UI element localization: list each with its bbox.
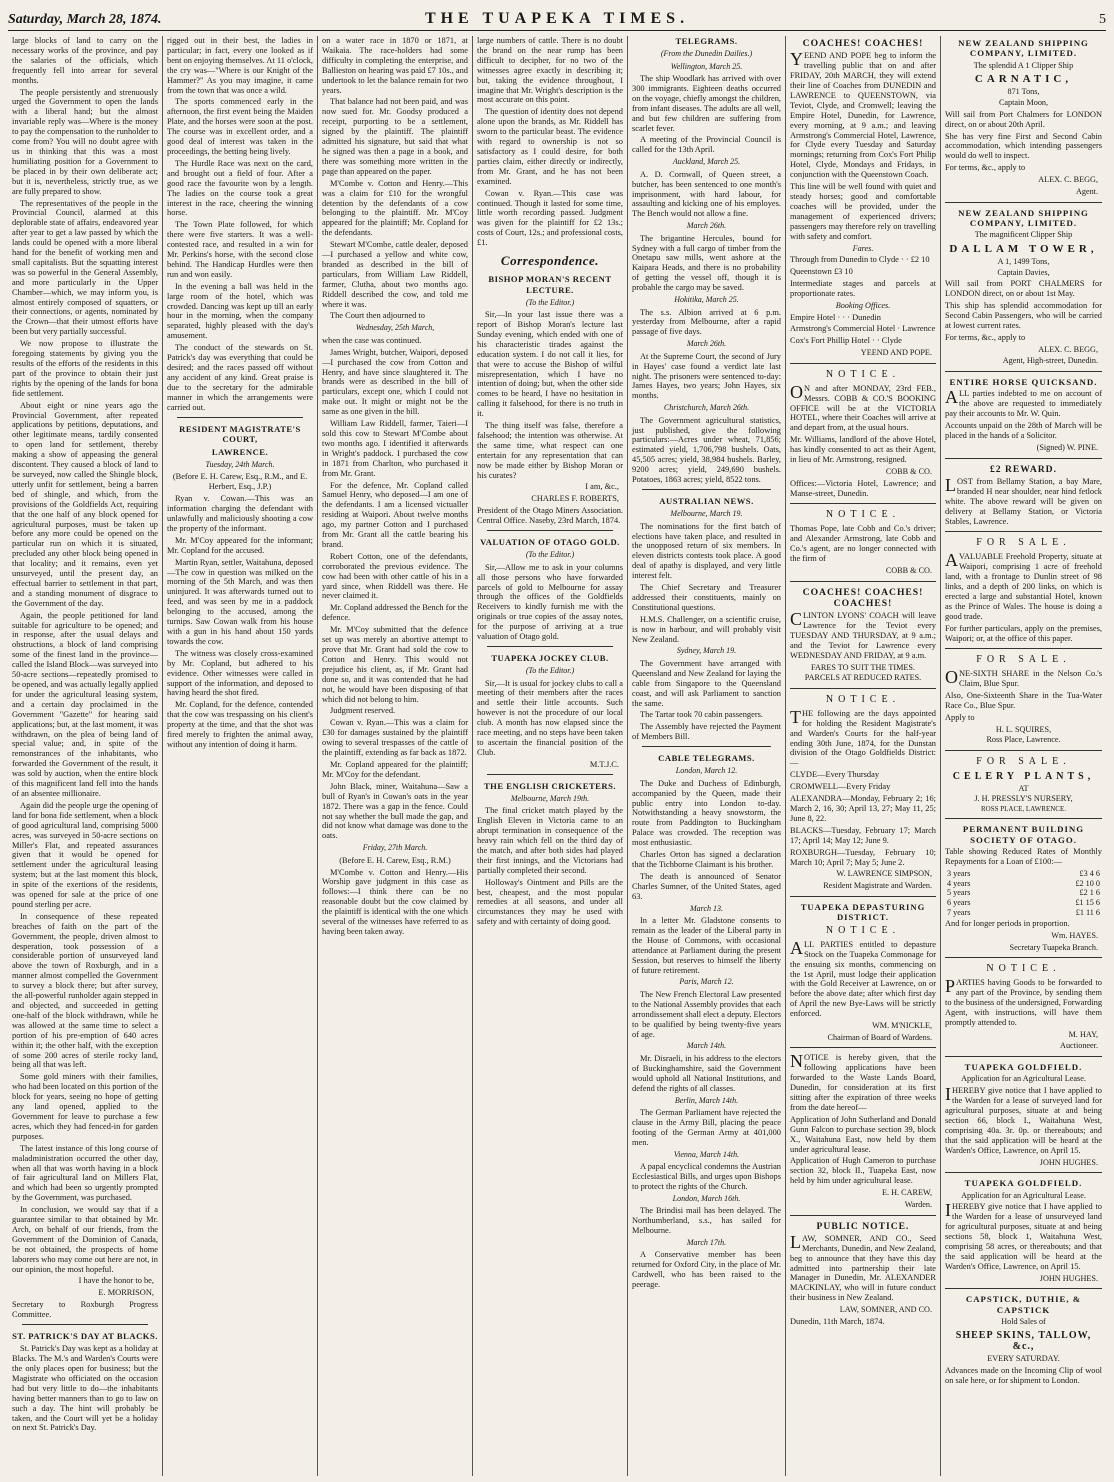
divider [945,648,1102,649]
dateline: Wellington, March 25. [670,61,743,71]
paragraph: The brigantine Hercules, bound for Sydney with a full cargo of timber from the Onetapu saw mills, went ashore at the Kaipara Heads, and there is no probability of getting the vessel off, though it is probable the cargo may be saved. [632,233,781,293]
advert-signature: YEEND AND POPE. [860,348,932,358]
paragraph: A meeting of the Provincial Council is called for the 13th April. [632,135,781,155]
divider [22,1324,148,1325]
advert-body: AVALUABLE Freehold Property, situate at Waipori, comprising 1 acre of freehold land, with a frontage to Dunlin street of 98 links, and a depth of 200 links, on which is erected a large and substantial Hotel, known as the Prince of Wales. The house is doing a good trade. [945,550,1102,621]
paragraph: The sports commenced early in the afternoon, the first event being the Maiden Plate, and the horses were soon at the post. The course was in excellent order, and a good deal of interest was taken in the proceedings, the betting being lively. [167,97,313,156]
paragraph: In a letter Mr. Gladstone consents to remain as the leader of the Liberal party in the House of Commons, with occasional attendance at Parliament during the present Session, but reserves to himself the liberty of future retirement. [632,916,781,975]
paragraph: The Government have arranged with Queensland and New Zealand for laying the cable from Singapore to the Queensland coast, and will ask Parliament to sanction the same. [632,658,781,708]
paragraph: Again did the people urge the opening of land for bona fide settlement, when a block of good agricultural land, comprising 5000 acres, was surveyed in 50-acre sections on Miller's Flat, and repeated assurances given that it would be opened for settlement under the agricultural leasing system; but at the last moment this block, in spite of the exertions of the residents, was opened for sale at the price of one pound sterling per acre. [12,800,158,909]
advert-body: Will sail from Port Chalmers for LONDON direct, on or about 20th April. [945,109,1102,129]
advert-title: FOR SALE. [976,654,1071,666]
paragraph: The Duke and Duchess of Edinburgh, accompanied by the Queen, made their public entry into London to-day. Notwithstanding a heavy snowstorm, the route from Paddington to Buckingham Palace was crowded. The reception was most enthusiastic. [632,778,781,848]
dateline: Paris, March 12. [679,977,734,987]
paragraph: Mr. Disraeli, in his address to the electors of Buckinghamshire, said the Government would uphold all National Institutions, and defend the rights of all classes. [632,1053,781,1093]
page-columns [8,36,1106,1476]
advert-line: AT [1018,783,1029,793]
advert-signature: LAW, SOMNER, AND CO. [839,1305,932,1315]
advert-title: TUAPEKA GOLDFIELD. [964,1178,1083,1189]
advert-body: Application of John Sutherland and Donald Gunn Falcon to purchase section 39, block X., Waitahuna East, now held by them under agricultural lease. [790,1114,936,1154]
paragraph: The nominations for the first batch of elections have taken place, and resulted in the unopposed return of six members. In eleven districts contests took place. A good deal of apathy is displayed, and very little interest felt. [632,521,781,581]
paragraph: The s.s. Albion arrived at 6 p.m. yesterday from Melbourne, after a rapid passage of five days. [632,307,781,337]
repayment-amount: £2 10 0 [1075,878,1100,888]
paragraph: A papal encyclical condemns the Austrian Ecclesiastical Bills, and urges upon Bishops to protect the rights of the Church. [632,1162,781,1191]
divider [945,202,1102,203]
paragraph: Again, the people petitioned for land suitable for agriculture to be opened; and in response, after the usual delays and obstructions, a block of land comprising some of the finest land in the province—called the Island Block—was surveyed into 50-acre sections—repeatedly promised to be opened, and was actually legally applied for under the agricultural leasing system, and a certain day proclaimed in the Government "Gazette" for hearing said applications; but, at the last moment, it was withdrawn, on the plea of being land of special value; and, in spite of the remonstrances of the inhabitants, who forwarded the Government of the result, it was sold by auction, when the entire block of this magnificent land fell into the hands of an absentee millionaire. [12,610,158,798]
advert-title: ENTIRE HORSE QUICKSAND. [949,377,1098,388]
advert-signature: W. LAWRENCE SIMPSON, [836,869,932,879]
advert-reward [945,464,1102,527]
divider [945,750,1102,751]
column-2 [163,36,318,1476]
advert-signature: J. H. PRESSLY'S NURSERY, [974,794,1073,804]
advert-body: Application of Hugh Cameron to purchase section 32, block II., Tuapeka East, now held by him under agricultural lease. [790,1156,936,1186]
signature: CHARLES F. ROBERTS, [531,494,619,504]
paragraph: In the evening a ball was held in the large room of the hotel, which was crowded. Dancing was kept up till an early hour in the morning, when the company separated, highly pleased with the day's amusement. [167,281,313,341]
article-heading: RESIDENT MAGISTRATE'S COURT, [179,423,301,444]
paragraph: The Government agricultural statistics, just published, give the following particulars:—Acres under wheat, 71,856; estimated yield, 1,706,798 bushels. Oats, 45,505 acres; yield, 38,984 bushels. Barley, 9200 acres; yield, 249,690 bushels. Potatoes, 1863 acres; yield, 8522 tons. [632,415,781,485]
ship-name: DALLAM TOWER, [949,242,1098,255]
advert-body: NOTICE is hereby given, that the following applications have been forwarded to the Waste Lands Board, Dunedin, for consideration at its first sitting after the expiration of three weeks from the date hereof— [790,1051,936,1112]
letter-heading: BISHOP MORAN'S RECENT LECTURE. [488,274,612,295]
divider [945,1172,1102,1173]
advert-signature: COBB & CO. [885,565,932,575]
letter-heading: VALUATION OF OTAGO GOLD. [480,537,620,548]
advert-subtitle: NOTICE. [825,925,901,937]
ship-captain: Captain Davies, [997,267,1050,277]
repayment-row [945,898,1102,908]
advert-title: PUBLIC NOTICE. [816,1220,910,1232]
advert-subhead: The splendid A 1 Clipper Ship [973,60,1074,70]
advert-body: She has very fine First and Second Cabin accommodation, which intending passengers would do well to inspect. [945,131,1102,161]
paragraph: Charles Orton has signed a declaration that the Tichborne Claimant is his brother. [632,850,781,869]
paragraph: Mr. Copland addressed the Bench for the defence. [322,603,468,623]
paragraph: on a water race in 1870 or 1871, at Waikaia. The race-holders had some difficulty in completing the enterprise, and Ballieston on hearing was paid £7 10s., and undertook to let the balance remain for two years. [322,36,468,95]
letter-heading: TUAPEKA JOCKEY CLUB. [491,652,609,663]
advert-notice-cobb-2 [790,509,936,575]
column-6 [786,36,941,1476]
advert-signature: ALEX. C. BEGG, [1038,344,1098,354]
repayment-term: 5 years [947,888,971,898]
advert-goldfield-2 [945,1178,1102,1283]
advert-signature: (Signed) W. PINE. [1036,442,1098,452]
to-editor: (To the Editor.) [525,550,575,560]
paragraph: Sir,—Allow me to ask in your columns all those persons who have forwarded parcels of gold to Melbourne for assay through the offices of the Goldfields Receivers to kindly furnish me with the originals or true copies of the assay notes, for the purpose of arriving at a true valuation of Otago gold. [477,562,623,642]
divider [487,646,613,647]
advert-subhead: Hold Sales of [1001,1316,1046,1326]
paragraph: The Chief Secretary and Treasurer addressed their constituents, mainly on Constitutional questions. [632,583,781,612]
paragraph: The representatives of the people in the Provincial Council, alarmed at this deplorable state of affairs, endeavored year after year to get a law passed by which the lands could be opened with a more liberal hand for the benefit of working men and small capitalists. But the squatting interest was so powerful in the General Assembly, and more particularly in the Upper Chamber—which, we may inform you, is almost entirely composed of squatters, or their connections, or agents, nominated by the Crown—that their utmost efforts have been but very partially successful. [12,198,158,337]
paragraph: Sir,—In your last issue there was a report of Bishop Moran's lecture last Sunday evening, which ended with one of his characteristic tirades against the education system. I do not call it lies, for that were to accuse the Bishop of wilful misrepresentation, which I have no intention of doing; but, when the other side comes to be heard, I have no hesitation in calling it falsehood, for there is no truth in it. [477,310,623,419]
advert-body: For further particulars, apply on the premises, Waipori; or, at the office of this paper. [945,623,1102,643]
advert-court-days [790,694,936,891]
paragraph: The conduct of the stewards on St. Patrick's day was everything that could be desired; and the races passed off without any accident of any kind. Great praise is due to the secretary for the admirable manner in which the arrangements were carried out. [167,343,313,412]
divider [790,503,936,504]
ship-name: CARNATIC, [974,73,1073,86]
repayment-amount: £1 11 6 [1075,907,1100,917]
advert-signature: Agent. [1075,186,1098,196]
paragraph: The Tartar took 70 cabin passengers. [640,710,763,720]
to-editor: (To the Editor.) [525,297,575,307]
repayment-row [945,888,1102,898]
advert-body: Offices:—Victoria Hotel, Lawrence; and Manse-street, Dunedin. [790,478,936,498]
advert-signature: Chairman of Board of Wardens. [827,1032,932,1042]
paragraph: That balance had not been paid, and was now sued for. Mr. Goodsy produced a receipt, purporting to be a settlement, signed by the plaintiff. The plaintiff admitted his signature, but said that what he signed was then a page in a book, and there was something more written in the page than appeared on the paper. [322,97,468,176]
newspaper-header [8,6,1106,31]
dateline: March 13. [689,903,724,913]
advert-body: Advances made on the Incoming Clip of wool on sale here, or for shipment to London. [945,1365,1102,1385]
paragraph: Cowan v. Ryan.—This was a claim for £30 for damages sustained by the plaintiff owing to several trespasses of the cattle of the plaintiff, extending as far back as 1872. [322,718,468,758]
fare-line: Through from Dunedin to Clyde · · £2 10 [790,255,930,265]
dateline: Auckland, March 25. [672,157,741,167]
paragraph: James Wright, butcher, Waipori, deposed—I purchased the cow from Cotton and Henry, and have since slaughtered it. The brands were as described in the bill of particulars, except one, which I could not make out. It might or might not be the same as one given in the bill. [322,347,468,417]
advert-title: FOR SALE. [976,537,1071,549]
issue-date: Saturday, March 28, 1874. [8,12,162,27]
divider [790,1215,936,1216]
advert-body: Table showing Reduced Rates of Monthly Repayments for a Loan of £100:— [945,847,1102,866]
divider [790,581,936,582]
advert-body: Thomas Pope, late Cobb and Co.'s driver; and Alexander Armstrong, late Cobb and Co.'s agent, are no longer connected with the firm of [790,524,936,563]
advert-signature: ALEX. C. BEGG, [1038,175,1098,185]
signature: I am, &c., [585,482,619,492]
source-note: (From the Dunedin Dailies.) [660,49,753,59]
advert-shipping-dallam-tower [945,208,1102,367]
paragraph: The Brindisi mail has been delayed. The Northumberland, s.s., has sailed for Melbourne. [632,1206,781,1235]
repayment-row [945,908,1102,918]
paragraph: The New French Electoral Law presented to the National Assembly provides that each arrondissement shall elect a deputy. Electors to be qualified by being twenty-five years of age. [632,989,781,1039]
paragraph: In conclusion, we would say that if a guarantee similar to that obtained by Mr. Arch, on behalf of our friends, from the Government of the Dominion of Canada, be not obtained, the prospects of home laborers who may come out here are not, in our opinion, the most hopeful. [12,1205,158,1274]
advert-title: PERMANENT BUILDING SOCIETY OF OTAGO. [962,824,1085,845]
advert-product: CELERY PLANTS, [952,770,1095,782]
advert-title: FOR SALE. [976,756,1071,768]
advert-body: THE following are the days appointed for holding the Resident Magistrate's and Warden's Courts for the half-year ending 30th June, 1874, for the Dunstan division of the Otago Goldfields District:— [790,706,936,768]
paragraph: The German Parliament have rejected the clause in the Army Bill, placing the peace footing of the German Army at 401,000 men. [632,1107,781,1147]
advert-body: IHEREBY give notice that I have applied to the Warden for a lease of surveyed land for agricultural purposes, situate at and being section 66, block I., Waitahuna West, comprising 40a. 3r. 0p. or thereabouts; and that the said application will be heard at the Warden's Office, Lawrence, on April 15. [945,1084,1102,1155]
advert-subhead: Application for an Agricultural Lease. [961,1190,1086,1200]
paragraph: M'Combe v. Cotton and Henry.—This was a claim for £10 for the wrongful detention by the defendants of a cow belonging to the plaintiff. Mr. M'Coy appeared for the plaintiff; Mr. Copland for the defendants. [322,178,468,238]
advert-signature: JOHN HUGHES. [1039,1273,1098,1283]
paragraph: The Assembly have rejected the Payment of Members Bill. [632,722,781,742]
dateline: Vienna, March 14th. [673,1149,740,1159]
paragraph: We now propose to illustrate the foregoing statements by giving you the results of the efforts of the residents in this part of the province to obtain their just rights by the opening of the lands for bona fide settlement. [12,339,158,398]
advert-body: Mr. Williams, landlord of the above Hotel, has kindly consented to act as their Agent, in lieu of Mr. Armstrong, resigned. [790,435,936,465]
paragraph: Stewart M'Combe, cattle dealer, deposed—I purchased a yellow and white cow, branded as described in the bill of particulars, from William Law Riddell, farmer, Clutha, about two months ago. Riddell described the cow, and told me where it was. [322,240,468,309]
dateline: March 26th. [686,221,727,231]
divider [945,1056,1102,1057]
paragraph: Mr. Copland, for the defence, contended that the cow was trespassing on his client's property at the time, and that the shot was fired merely to frighten the animal away, without any intention of doing it harm. [167,700,313,749]
repayment-term: 7 years [947,907,971,917]
dateline: London, March 12. [675,766,738,776]
court-day-line: ROXBURGH—Tuesday, February 10; March 10; April 7; May 5; June 2. [790,847,936,867]
paragraph: St. Patrick's Day was kept as a holiday at Blacks. The M.'s and Warden's Courts were the only places open for business; but the Magistrate who officiated on the occasion had but very little to do—the inhabitants having better manners than to go to law on such a day. The hint will probably be taken, and the Court will yet be a holiday on next St. Patrick's Day. [12,1344,158,1433]
advert-subhead: The magnificent Clipper Ship [974,230,1073,240]
article-heading: ST. PATRICK'S DAY AT BLACKS. [12,1331,158,1342]
advert-for-sale-celery [945,756,1102,813]
advert-signature: Agent, High-street, Dunedin. [1002,356,1098,366]
advert-body: ON and after MONDAY, 23rd FEB., Messrs. COBB & CO.'S BOOKING OFFICE will be at the VICTORIA HOTEL, where their Coaches will arrive at and depart from, at the usual hours. [790,381,936,433]
advert-title: CAPSTICK, DUTHIE, & CAPSTICK [965,1294,1082,1315]
divider [487,530,613,531]
section-heading-australian-news: AUSTRALIAN NEWS. [659,496,754,507]
repayment-amount: £3 4 6 [1079,868,1100,878]
signature: M.T.J.C. [589,759,619,769]
advert-date: Dunedin, 11th March, 1874. [790,1316,885,1326]
paragraph: large numbers of cattle. There is no doubt the brand on the near rump has been difficult to decipher, for no two of the witnesses agree exactly in describing it; but, taking the evidence throughout, I imagine that Mr. Wright's description is the most accurate on this point. [477,36,623,105]
divider [945,957,1102,958]
column-4 [473,36,628,1476]
paragraph: The question of identity does not depend alone upon the brands, as Mr. Riddell has sworn to the particular beast. The evidence with regard to ownership is not so satisfactory as I could desire, for both parties claim, either directly or indirectly, from Mr. Grant, and he has not been examined. [477,107,623,186]
column-3 [318,36,473,1476]
advert-notice-cobb [790,369,936,499]
paragraph: Sir,—It is usual for jockey clubs to call a meeting of their members after the races and settle their little accounts. Such however is not the procedure of our local club. A month has now elapsed since the race meeting, and no steps have been taken to ascertain the financial position of the Club. [477,678,623,757]
column-7 [941,36,1106,1476]
advert-subhead: Booking Offices. [835,300,891,310]
paragraph: Mr. Copland appeared for the plaintiff; Mr. M'Coy for the defendant. [322,759,468,779]
page-number: 5 [1099,12,1106,27]
advert-body: IHEREBY give notice that I have applied to the Warden for a lease of unsurveyed land for agricultural purposes, situate at and being sections 58, block 1, Waitahuna West, comprising 58 acres, or thereabouts; and that the said application will be heard at the Warden's Office, Lawrence, on April 15. [945,1200,1102,1271]
advert-body: For terms, &c., apply to [945,332,1026,342]
advert-title: NOTICE. [825,694,901,706]
advert-building-society [945,824,1102,952]
divider [945,371,1102,372]
paragraph: Martin Ryan, settler, Waitahuna, deposed—The cow in question was milked on the morning of the 5th March, and was then uninjured. It was afterwards turned out to feed, and was seen by me in a paddock belonging to the accused, among the turnips. Saw Cowan walk from his house with a gun in his hand about 150 yards towards the cow. [167,557,313,646]
paragraph: Ryan v. Cowan.—This was an information charging the defendant with unlawfully and maliciously shooting a cow the property of the informant. [167,494,313,533]
court-day-line: CROMWELL—Every Friday [790,782,891,792]
paragraph: H.M.S. Challenger, on a scientific cruise, is now in harbour, and will probably visit New Zealand. [632,614,781,644]
advert-lyons-coach [790,587,936,684]
paragraph: The witness was closely cross-examined by Mr. Copland, but adhered to his evidence. Other witnesses were called in support of the information, and deposed to having heard the shot fired. [167,648,313,698]
advert-signature: E. H. CAREW, [882,1188,932,1198]
repayment-amount: £1 15 6 [1075,897,1100,907]
to-editor: (To the Editor.) [525,666,575,676]
ship-tonnage: 871 Tons, [1007,87,1040,97]
advert-line: EVERY SATURDAY. [987,1354,1060,1364]
signature: I have the honor to be, [78,1276,154,1286]
advert-body: PARTIES having Goods to be forwarded to any part of the Province, by sending them to the business of the undersigned, Forwarding Agent, with instructions, will have them promptly attended to. [945,976,1103,1027]
divider [945,1288,1102,1289]
advert-quicksand [945,377,1102,453]
column-5 [628,36,786,1476]
dateline: Melbourne, March 19th. [510,793,590,803]
booking-line: Armstrong's Commercial Hotel · Lawrence [790,324,936,334]
divider [642,489,771,490]
dateline: Christchurch, March 26th. [663,403,750,413]
advert-subhead: Fares. [852,243,874,253]
advert-line: FARES TO SUIT THE TIMES. [811,662,915,672]
advert-signature: M. HAY, [1068,1029,1098,1039]
dateline: Hokitika, March 25. [674,295,739,305]
paragraph: For the defence, Mr. Copland called Samuel Henry, who deposed—I am one of the defendants. I am a licensed victualler residing at Waipori. About twelve months ago, my partner Cotton and I purchased from Mr. Grant all the cattle bearing his brand. [322,480,468,549]
advert-body: CLINTON LYONS' COACH will leave Lawrence for the Teviot every TUESDAY AND THURSDAY, at 9 a.m.; and the Teviot for Lawrence every WEDNESDAY AND FRIDAY, at 9 a.m. [790,609,936,660]
advert-goldfield-1 [945,1062,1102,1167]
divider [945,531,1102,532]
paragraph: Robert Cotton, one of the defendants, corroborated the previous evidence. The cow had been with other cattle of his in a yard since, when Riddell was there. He never claimed it. [322,551,468,601]
paragraph: rigged out in their best, the ladies in particular; in fact, every one looked as if bent on enjoying themselves. At 11 o'clock, the cry was—"Where is our Knight of the Hammer?" As you may imagine, it came from the town that was once a wild. [167,36,313,95]
advert-signature: JOHN HUGHES. [1039,1157,1098,1167]
article-heading: THE ENGLISH CRICKETERS. [483,780,617,791]
paragraph: when the case was continued. [322,335,422,345]
advert-signature: Auctioneer. [1060,1041,1098,1051]
booking-line: Cox's Fort Phillip Hotel · · Clyde [790,336,902,346]
divider [945,458,1102,459]
repayment-table [945,869,1102,917]
divider [487,774,613,775]
advert-signature: Wm. HAYES. [1051,931,1098,941]
paragraph: Mr. M'Coy submitted that the defence set up was merely an abortive attempt to prove that Mr. Grant had sold the cow to Cotton and Henry. This would not prejudice his client, as, if Mr. Grant had done so, and it was contended that he had not, he would have been disposing of that which did not belong to him. [322,625,468,704]
paragraph: The death is announced of Senator Charles Sumner, of the United States, aged 63. [632,871,781,901]
advert-body: This ship has splendid accommodation for Second Cabin Passengers, who will be carried at lowest current rates. [945,301,1102,330]
advert-title: TUAPEKA DEPASTURING DISTRICT. [800,901,926,922]
advert-address: ROSS PLACE, LAWRENCE. [980,805,1066,814]
paragraph: About eight or nine years ago the Provincial Government, after repeated applications by petitions, deputations, and other legitimate means, tardily consented to open land for settlement, thereby making a show of appeasing the general discontent. They caused a block of land to be surveyed, now called the Shingle block, utterly unfit for settlement, being a barren bed of shingle, and which, from the provisions of the Goldfields Act, requiring that the one half of any block opened for agricultural purposes, must be taken up before any more could be opened on the particular run on which it is situated, precluded any other block being opened in that locality; and it remains, even yet unsurveyed, until the present day, an effectual barrier to settlement in that part, and a standing monument of disgrace to the Government of the day. [12,400,158,608]
signature: E. MORRISON, [98,1288,154,1298]
paragraph: Holloway's Ointment and Pills are the best, cheapest, and the most popular remedies at all seasons, and under all circumstances they may be used with safety and with certainty of doing good. [477,877,623,927]
divider [790,363,936,364]
advert-signature: WM. M'NICKLE, [872,1021,932,1031]
advert-title: COACHES! COACHES! COACHES! [802,586,924,609]
paragraph: At the Supreme Court, the second of Jury in Hayes' case found a verdict late last night. The prisoners were sentenced to-day: James Hayes, two years; John Hayes, six months. [632,351,781,401]
advert-capstick [945,1294,1102,1386]
paragraph: John Black, miner, Waitahuna—Saw a bull of Ryan's in Cowan's oats in the year 1872. There was a gap in the fence. Could not say whether the bull made the gap, and did not know what damage was done to the oats. [322,781,468,841]
court-date: Friday, 27th March. [362,843,428,853]
advert-body: LAW, SOMNER, AND CO., Seed Merchants, Dunedin, and New Zealand, beg to announce that they have this day admitted into partnership their late Manager in Dunedin, Mr. ALEXANDER MACKINLAY, who will in future conduct their business in New Zealand. [790,1231,936,1303]
section-title-correspondence: Correspondence. [500,253,600,269]
advert-title: £2 REWARD. [989,463,1058,475]
dateline: Sydney, March 19. [676,646,737,656]
repayment-row [945,869,1102,879]
ship-tonnage: A 1, 1499 Tons, [997,256,1050,266]
advert-body: ALL parties indebted to me on account of the above are requested to immediately pay their accounts to Mr. W. Quin. [945,387,1102,419]
divider [177,417,303,418]
paragraph: Some gold miners with their families, who had been located on this portion of the block for years, seeing no hope of getting any land opened, applied to the Government for leave to purchase a few acres, which they had fenced-in for garden purposes. [12,1072,158,1141]
paragraph: The ship Woodlark has arrived with over 300 immigrants. Eighteen deaths occurred on the voyage, chiefly amongst the children, from infant diseases. The adults are all well, and but few children are suffering from scarlet fever. [632,74,781,133]
advert-body: LOST from Bellamy Station, a bay Mare, branded H near shoulder, near hind fetlock white. The above reward will be given on delivery at Bellamy Station, or Victoria Stables, Lawrence. [945,474,1102,526]
paragraph: The final cricket match played by the English Eleven in Victoria came to an abrupt termination in consequence of the heavy rain which fell on the third day of the match, and after both sides had played their first innings, and the Victorians had partially completed their second. [477,806,623,875]
court-bench: (Before E. H. Carew, Esq., R.M.) [339,855,451,865]
divider [945,818,1102,819]
divider [790,688,936,689]
advert-body: ALL PARTIES entitled to depasture Stock on the Tuapeka Commonage for the ensuing six months, commencing on the 1st April, must lodge their application with the Gold Receiver at Lawrence, on or before the above date; after which first day of April the new Bye-Laws will be strictly enforced. [790,937,936,1019]
section-heading-telegrams: TELEGRAMS. [675,36,738,46]
paragraph: The Hurdle Race was next on the card, and brought out a field of four. After a good race the favourite won by a length. The ladies on the course took a great interest in the race, cheering the winning horse. [167,158,313,218]
advert-body: YEEND AND POPE beg to inform the travelling public that on and after FRIDAY, 20th MARCH, they will extend their line of Coaches from DUNEDIN and LAWRENCE to QUEENSTOWN, via Teviot, Clyde, and Cromwell; leaving the Empire Hotel, Dunedin, for Lawrence, every morning, at 9 a.m.; and leaving Armstrong's Commercial Hotel, Lawrence, for Clyde every Tuesday and Saturday mornings; returning from Cox's Fort Philip Hotel, Clyde, Mondays and Fridays, in conjunction with the Queenstown Coach. [790,49,936,180]
fare-line: Intermediate stages and parcels at proportionate rates. [790,279,936,298]
advert-signature: Warden. [904,1199,932,1209]
court-date: Tuesday, 24th March. [205,459,275,469]
paragraph: William Law Riddell, farmer, Taieri—I sold this cow to Stewart M'Combe about two months ago. I identified it afterwards in Wright's paddock. I purchased the cow in 1871 from Charlton, who purchased it from Mr. Grant. [322,419,468,478]
paragraph: Cowan v. Ryan.—This case was continued. Though it lasted for some time, little worth recording passed. Judgment was given for the plaintiff for £2 13s.; costs of Court, 12s.; and professional costs, £1. [477,188,623,248]
advert-subhead: Application for an Agricultural Lease. [961,1074,1086,1084]
dateline: Berlin, March 14th. [674,1095,739,1105]
paragraph: A Conservative member has been returned for Oxford City, in the place of Mr. Cardwell, who has been raised to the peerage. [632,1250,781,1290]
advert-signature: Resident Magistrate and Warden. [823,881,932,891]
paragraph: Judgment reserved. [330,706,396,716]
column-1 [8,36,163,1476]
advert-title: COACHES! COACHES! [802,38,924,49]
advert-body: Apply to [945,712,975,722]
advert-title: NEW ZEALAND SHIPPING COMPANY, LIMITED. [958,38,1089,59]
advert-title: NOTICE. [825,509,901,521]
advert-body: Also, One-Sixteenth Share in the Tua-Water Race Co., Blue Spur. [945,691,1102,710]
advert-forwarding [945,963,1102,1051]
paragraph: In consequence of these repeated breaches of faith on the part of the Government, the people, driven almost to desperation, took possession of a considerable portion of unsurveyed land above the town of Roxburgh, and in a manner almost compelled the Government to survey a block there; but after survey, the all-powerful runholder again stepped in and objected, and succeeded in getting one-half of the block withdrawn, while he was allowed at the same time to select a portion of his pre-emption of 640 acres within it; the other half, with the exception of some 200 acres of sterile rocky land, being all that was left. [12,911,158,1070]
dateline: Melbourne, March 19. [670,509,743,519]
section-heading-cable-telegrams: CABLE TELEGRAMS. [658,753,755,764]
paragraph: The latest instance of this long course of maladministration occurred the other day, when all that was worth having in a block of fair agricultural land on Millers Flat, and which had been so urgently prompted by the Government, was purchased. [12,1143,158,1203]
advert-body: And for longer periods in proportion. [945,919,1070,929]
advert-waste-lands [790,1053,936,1209]
paragraph: A. D. Cornwall, of Queen street, a butcher, has been sentenced to one month's imprisonment, with hard labour, for assaulting and kicking one of his employes. The Bench would not allow a fine. [632,169,781,219]
advert-product: SHEEP SKINS, TALLOW, &c., [955,1329,1092,1353]
paragraph: The Town Plate followed, for which there were five starters. It was a well-contested race, and resulted in a win for Mr. Perkins's horse, with the second close behind. The Handicap Hurdles were then run and won easily. [167,220,313,279]
repayment-row [945,879,1102,889]
advert-title: NOTICE. [825,368,901,380]
paragraph: Mr. M'Coy appeared for the informant; Mr. Copland for the accused. [167,535,313,555]
advert-signature: H. L. SQUIRES, [995,724,1052,734]
advert-shipping-carnatic [945,38,1102,197]
repayment-amount: £2 1 6 [1079,888,1100,898]
court-day-line: CLYDE—Every Thursday [790,770,880,780]
fare-line: Queenstown £3 10 [790,267,853,277]
advert-body: For terms, &c., apply to [945,163,1026,173]
ship-captain: Captain Moon, [998,98,1049,108]
signature: President of the Otago Miners Association. Central Office. Naseby, 23rd March, 1874. [477,506,623,526]
paragraph: large blocks of land to carry on the necessary works of the province, and pay the salaries of the officials, which frequently fell into arrear for several months. [12,36,158,85]
court-date: Wednesday, 25th March, [355,323,435,333]
advert-body: ONE-SIXTH SHARE in the Nelson Co.'s Claim, Blue Spur. [945,667,1102,689]
repayment-term: 6 years [947,897,971,907]
paragraph: M'Combe v. Cotton and Henry.—His Worship gave judgment in this case as follows:—I think there can be no reasonable doubt but the cow claimed by the plaintiff is identical with the one which several of the witnesses have referred to as having been taken away. [322,867,468,936]
advert-signature: Secretary Tuapeka Branch. [1009,942,1098,952]
advert-body: This line will be well found with quiet and steady horses; good and comfortable coaches will be provided, under the management of experienced drivers; passengers may therefore rely on travelling with safety and comfort. [790,182,936,241]
advert-body: Accounts unpaid on the 28th of March will be placed in the hands of a Solicitor. [945,421,1102,441]
advert-depasturing [790,902,936,1043]
divider [790,896,936,897]
paragraph: The Court then adjourned to [330,311,425,321]
advert-signature: COBB & CO. [885,466,932,476]
paragraph: The thing itself was false, therefore a falsehood; the intention was otherwise. At the same time, what respect can one entertain for any representation that can now be made either by Bishop Moran or his curates? [477,421,623,480]
repayment-term: 4 years [947,878,971,888]
advert-line: PARCELS AT REDUCED RATES. [804,673,922,683]
dateline: London, March 16th. [672,1193,741,1203]
advert-body: Will sail from PORT CHALMERS for LONDON direct, on or about 1st May. [945,279,1102,299]
divider [790,1047,936,1048]
masthead: THE TUAPEKA TIMES. [424,10,690,27]
article-subheading: LAWRENCE. [211,446,269,457]
court-day-line: BLACKS—Tuesday, February 17; March 17; April 14; May 12; June 9. [790,825,936,845]
advert-address: Ross Place, Lawrence. [986,735,1061,745]
booking-line: Empire Hotel · · · Dunedin [790,312,881,322]
advert-title: NOTICE. [986,963,1061,975]
advert-title: TUAPEKA GOLDFIELD. [964,1062,1083,1073]
court-day-line: ALEXANDRA—Monday, February 2; 16; March 2, 16, 30; April 13, 27; May 11, 25; June 8, 22. [790,794,936,823]
advert-title: NEW ZEALAND SHIPPING COMPANY, LIMITED. [958,207,1089,228]
repayment-term: 3 years [947,868,971,878]
advert-for-sale-hotel [945,537,1102,643]
paragraph: The people persistently and strenuously urged the Government to open the lands with a liberal hand; but the almost invariable reply was—Where is the money to pay the compensation to the runholder to come from? You will no doubt agree with us in thinking that this was a most humiliating position for a Government to be placed in by their own deliberate act; but it is, nevertheless, strictly true, as we are fully prepared to show. [12,87,158,196]
dateline: March 14th. [686,1041,727,1051]
court-bench: (Before E. H. Carew, Esq., R.M., and E. Herbert, Esq., J.P.) [172,472,308,492]
signature: Secretary to Roxburgh Progress Committee. [12,1300,158,1320]
dateline: March 17th. [686,1237,727,1247]
divider [642,746,771,747]
advert-for-sale-share [945,654,1102,745]
advert-coaches [790,38,936,358]
advert-public-notice [790,1221,936,1327]
dateline: March 26th. [686,339,727,349]
